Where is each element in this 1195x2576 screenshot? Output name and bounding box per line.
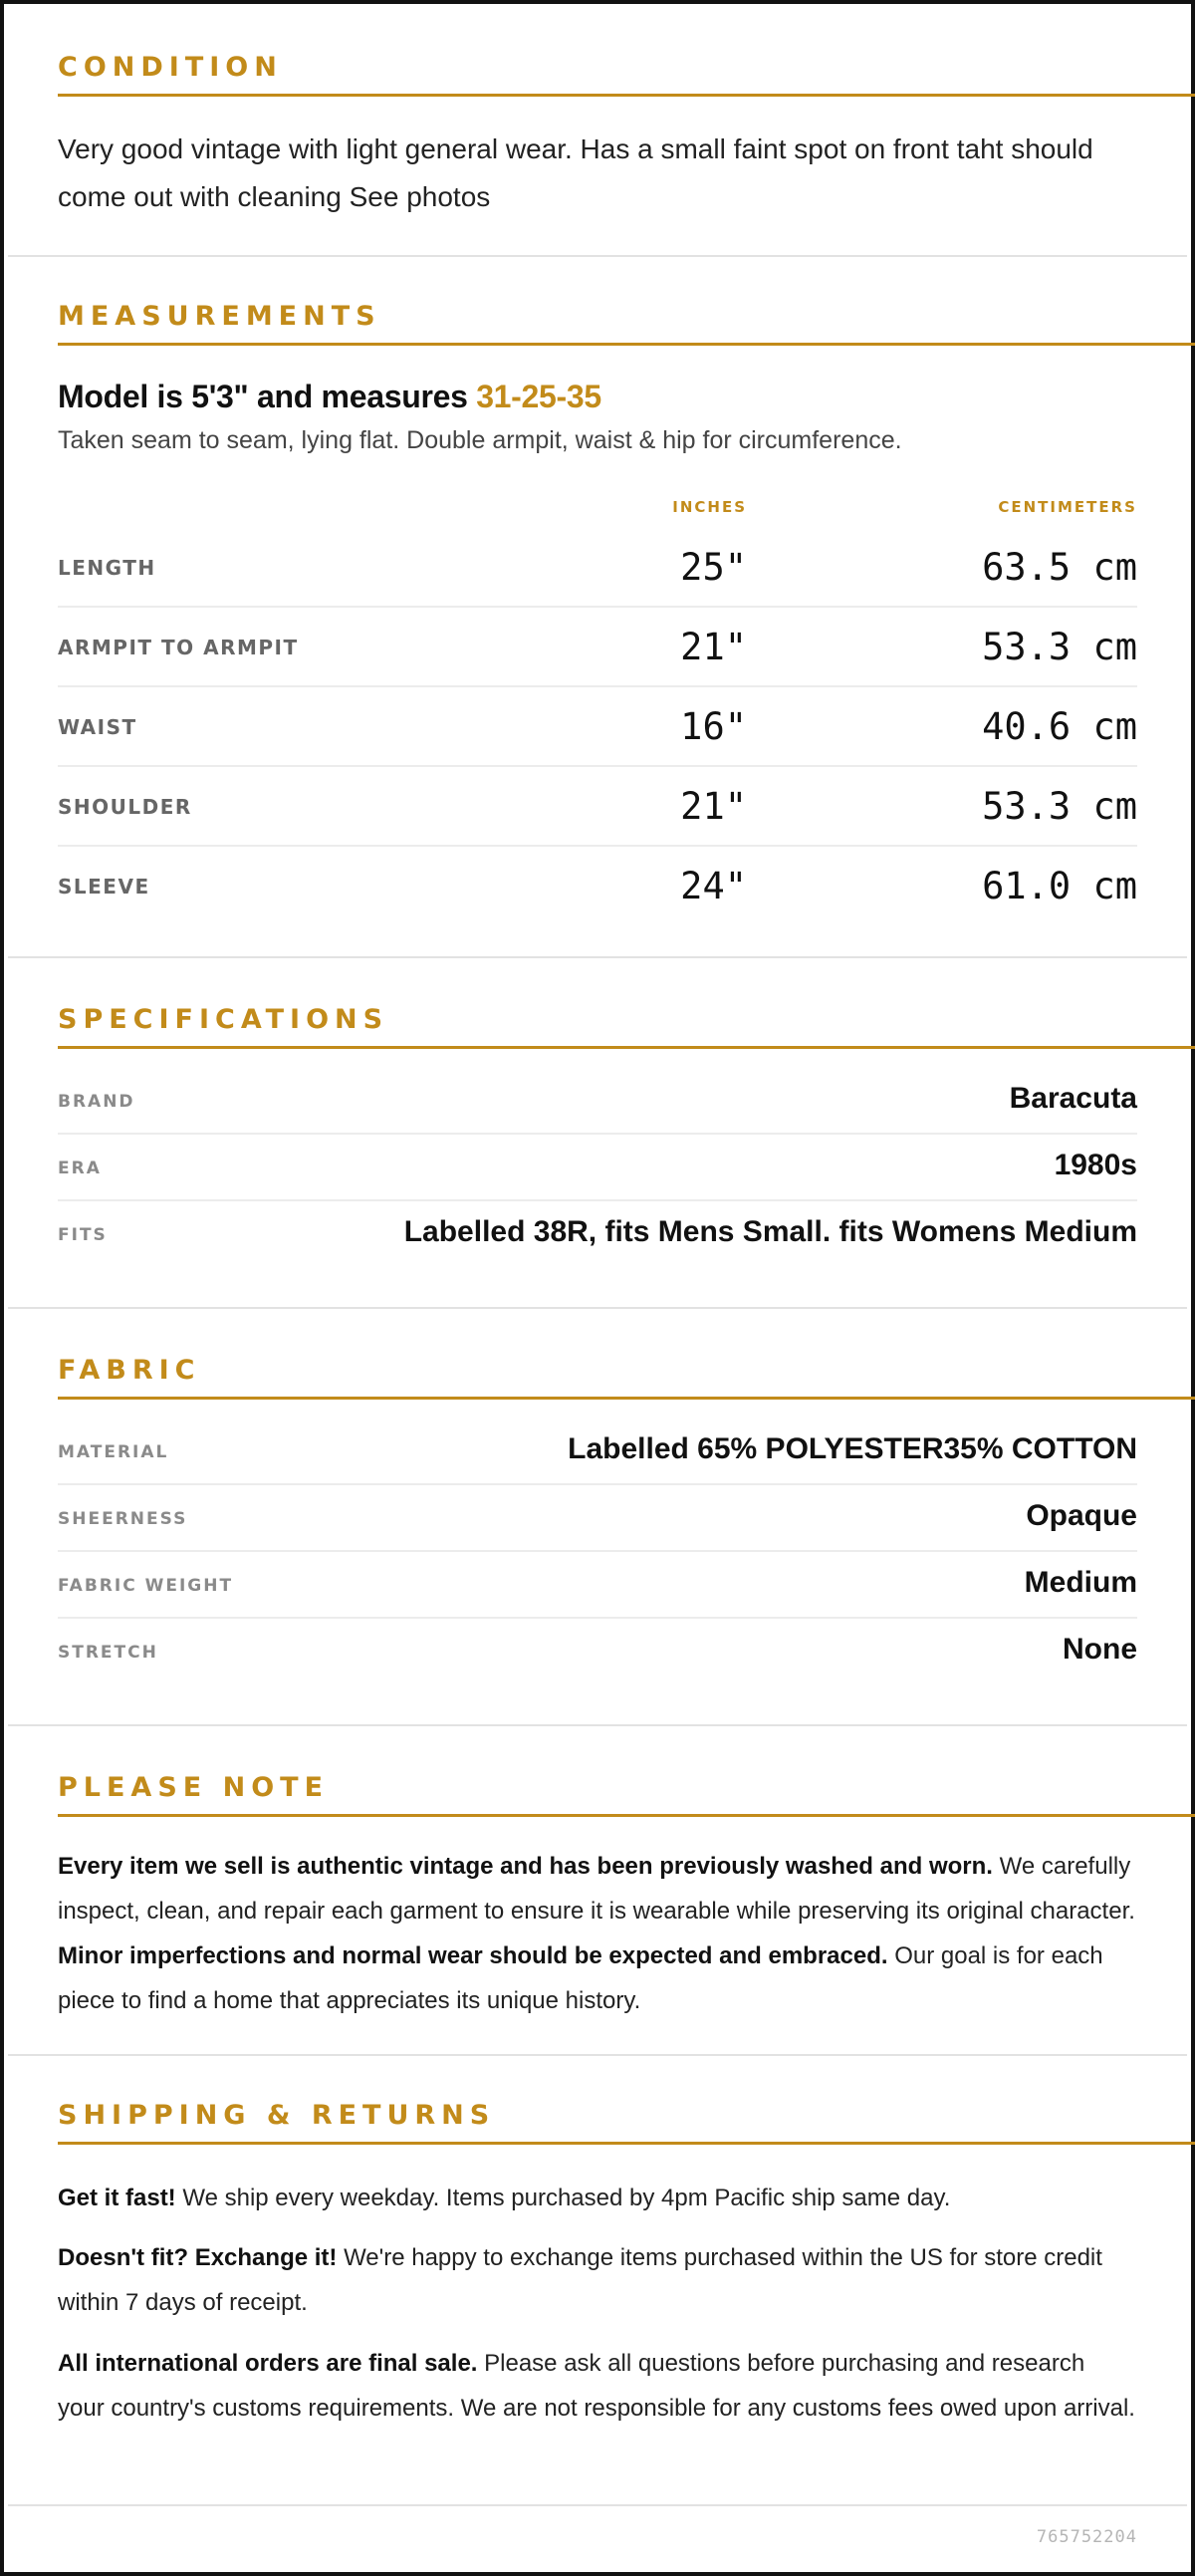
- measurement-row: [58, 687, 1137, 767]
- spec-key: BRAND: [58, 1092, 135, 1112]
- column-header-centimeters: CENTIMETERS: [998, 498, 1137, 516]
- measurement-inches: 21": [680, 785, 747, 828]
- measurement-label: WAIST: [58, 715, 137, 739]
- spec-row-era: [58, 1135, 1137, 1201]
- column-header-inches: INCHES: [672, 498, 747, 516]
- fabric-value: None: [1063, 1633, 1137, 1666]
- section-title-condition: CONDITION: [58, 52, 283, 83]
- shipping-bold-1: Get it fast!: [58, 2185, 176, 2211]
- measurement-cm: 63.5 cm: [982, 546, 1137, 589]
- fabric-key: MATERIAL: [58, 1442, 169, 1462]
- fabric-value: Medium: [1024, 1566, 1137, 1599]
- measurement-label: LENGTH: [58, 556, 156, 580]
- measurement-inches: 24": [680, 865, 747, 907]
- fabric-key: FABRIC WEIGHT: [58, 1576, 234, 1596]
- measurement-cm: 53.3 cm: [982, 785, 1137, 828]
- section-divider: [58, 94, 1195, 97]
- please-note-section: [8, 1726, 1187, 2056]
- condition-section: [8, 4, 1187, 257]
- specifications-list: [58, 1068, 1137, 1277]
- measurement-cm: 53.3 cm: [982, 626, 1137, 668]
- section-title-measurements: MEASUREMENTS: [58, 301, 381, 332]
- fabric-value: Opaque: [1026, 1499, 1137, 1532]
- condition-text: Very good vintage with light general wear. Has a small faint spot on front taht should come out with cleaning See photos: [58, 133, 1093, 212]
- measurement-cm: 61.0 cm: [982, 865, 1137, 907]
- measurement-inches: 25": [680, 546, 747, 589]
- fabric-section: [8, 1309, 1187, 1726]
- fabric-key: SHEERNESS: [58, 1509, 188, 1529]
- measurement-label: SHOULDER: [58, 795, 192, 819]
- measurement-note: Taken seam to seam, lying flat. Double armpit, waist & hip for circumference.: [58, 426, 902, 454]
- spec-value: Labelled 38R, fits Mens Small. fits Womens Medium: [403, 1215, 1137, 1248]
- spec-row-brand: [58, 1068, 1137, 1135]
- please-note-text: [58, 1844, 1137, 2023]
- shipping-paragraph-2: [58, 2235, 1137, 2325]
- measurement-label: SLEEVE: [58, 875, 150, 899]
- measurements-section: [8, 257, 1187, 958]
- measurement-row: [58, 528, 1137, 608]
- fabric-value: Labelled 65% POLYESTER35% COTTON: [568, 1432, 1137, 1465]
- section-title-shipping-returns: SHIPPING & RETURNS: [58, 2100, 496, 2131]
- shipping-paragraph-3: [58, 2341, 1137, 2431]
- fabric-row-stretch: [58, 1619, 1137, 1685]
- section-title-specifications: SPECIFICATIONS: [58, 1004, 389, 1035]
- note-text-2: Our goal is for each piece to find a home that appreciates its unique history.: [58, 1942, 1103, 2014]
- shipping-bold-3: All international orders are final sale.: [58, 2350, 478, 2377]
- measurement-label: ARMPIT TO ARMPIT: [58, 636, 299, 659]
- fabric-row-sheerness: [58, 1485, 1137, 1552]
- spec-row-fits: [58, 1201, 1137, 1268]
- note-bold-2: Minor imperfections and normal wear should be expected and embraced.: [58, 1942, 888, 1969]
- measurement-table: [58, 488, 1137, 916]
- fabric-row-material: [58, 1418, 1137, 1485]
- spec-key: FITS: [58, 1225, 108, 1245]
- measurement-row: [58, 847, 1137, 926]
- shipping-paragraph-1: [58, 2176, 1137, 2220]
- shipping-bold-2: Doesn't fit? Exchange it!: [58, 2244, 338, 2271]
- section-title-fabric: FABRIC: [58, 1355, 201, 1386]
- product-id: 765752204: [1036, 2527, 1137, 2547]
- section-divider: [58, 1397, 1195, 1400]
- fabric-row-weight: [58, 1552, 1137, 1619]
- shipping-text-3: Please ask all questions before purchasing and research your country's customs requirements. We are not responsible for any customs fees owed upon arrival.: [58, 2350, 1135, 2422]
- section-divider: [58, 343, 1195, 346]
- section-divider: [58, 1046, 1195, 1049]
- section-title-please-note: PLEASE NOTE: [58, 1772, 330, 1803]
- spec-value: Baracuta: [1009, 1082, 1137, 1115]
- measurement-inches: 16": [680, 705, 747, 748]
- measurement-cm: 40.6 cm: [982, 705, 1137, 748]
- note-text-1: We carefully inspect, clean, and repair each garment to ensure it is wearable while preserving its original character.: [58, 1853, 1135, 1925]
- model-prefix: Model is 5'3" and measures: [58, 379, 477, 414]
- shipping-returns-section: [8, 2056, 1187, 2506]
- model-measures-value: 31-25-35: [476, 379, 601, 414]
- measurement-row: [58, 767, 1137, 847]
- spec-key: ERA: [58, 1159, 102, 1178]
- section-divider: [58, 2142, 1195, 2145]
- fabric-list: [58, 1418, 1137, 1697]
- spec-value: 1980s: [1054, 1149, 1137, 1181]
- shipping-text-1: We ship every weekday. Items purchased by 4pm Pacific ship same day.: [175, 2185, 951, 2211]
- model-measurements: [58, 379, 1137, 415]
- section-divider: [58, 1814, 1195, 1817]
- measurement-row: [58, 608, 1137, 687]
- specifications-section: [8, 958, 1187, 1309]
- measurement-inches: 21": [680, 626, 747, 668]
- shipping-text-2: We're happy to exchange items purchased within the US for store credit within 7 days of receipt.: [58, 2244, 1102, 2316]
- fabric-key: STRETCH: [58, 1643, 158, 1663]
- note-bold-1: Every item we sell is authentic vintage and has been previously washed and worn.: [58, 1853, 993, 1880]
